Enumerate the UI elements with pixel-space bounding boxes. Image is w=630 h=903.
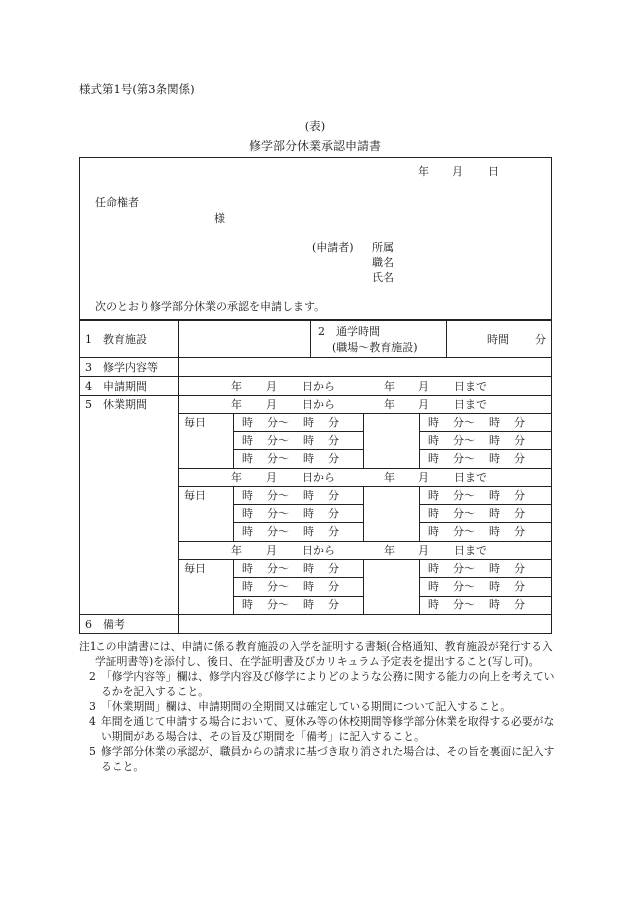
request-statement: 次のとおり修学部分休業の承認を申請します。: [95, 300, 326, 313]
note-item: 2 「修学内容等」欄は、修学内容及び修学によりどのような公務に関する能力の向上を考えているかを記入すること。: [89, 670, 555, 698]
note-item: 注1 この申請書には、申請に係る教育施設の入学を証明する書類(合格通知、教育施設が発行する入学証明書等)を添付し、後日、在学証明書及びカリキュラム予定表を提出すること(写し可)。: [79, 640, 553, 668]
row-commute-line2: (職場～教育施設): [332, 341, 418, 354]
note-item: 4 年間を通じて申請する場合において、夏休み等の休校期間等修学部分休業を取得する必要がない期間がある場合は、その旨及び期間を「備考」に記入すること。: [89, 715, 555, 743]
commute-minutes: 分: [535, 333, 546, 346]
daily-label: 毎日: [184, 489, 206, 502]
daily-label: 毎日: [184, 562, 206, 575]
front-side-label: (表): [304, 119, 326, 133]
affiliation-label: 所属: [372, 241, 394, 254]
name-label: 氏名: [372, 271, 394, 284]
note-item: 3 「休業期間」欄は、申請期間の全期間又は確定している期間について記入すること。: [89, 700, 512, 713]
row-period: 4 申請期間: [85, 380, 147, 393]
applicant-label: (申請者): [312, 241, 354, 254]
appointer-label: 任命権者: [95, 196, 139, 209]
daily-label: 毎日: [184, 416, 206, 429]
position-label: 職名: [372, 256, 394, 269]
notes: [79, 639, 559, 774]
date-year: 年: [418, 165, 429, 178]
row-commute-line1: 2 通学時間: [318, 325, 380, 338]
row-leave: 5 休業期間: [85, 398, 147, 411]
honorific: 様: [214, 212, 225, 225]
date-month: 月: [452, 165, 463, 178]
commute-hours: 時間: [487, 333, 509, 346]
row-school: 1 教育施設: [85, 333, 147, 346]
row-content: 3 修学内容等: [85, 361, 158, 374]
row-remarks: 6 備考: [85, 618, 125, 631]
note-item: 5 修学部分休業の承認が、職員からの請求に基づき取り消された場合は、その旨を裏面に記入すること。: [89, 745, 555, 773]
applicant-header-box: [79, 157, 552, 320]
date-day: 日: [488, 165, 499, 178]
form-number: 様式第1号(第3条関係): [79, 82, 195, 96]
document-title: 修学部分休業承認申請書: [248, 139, 381, 153]
